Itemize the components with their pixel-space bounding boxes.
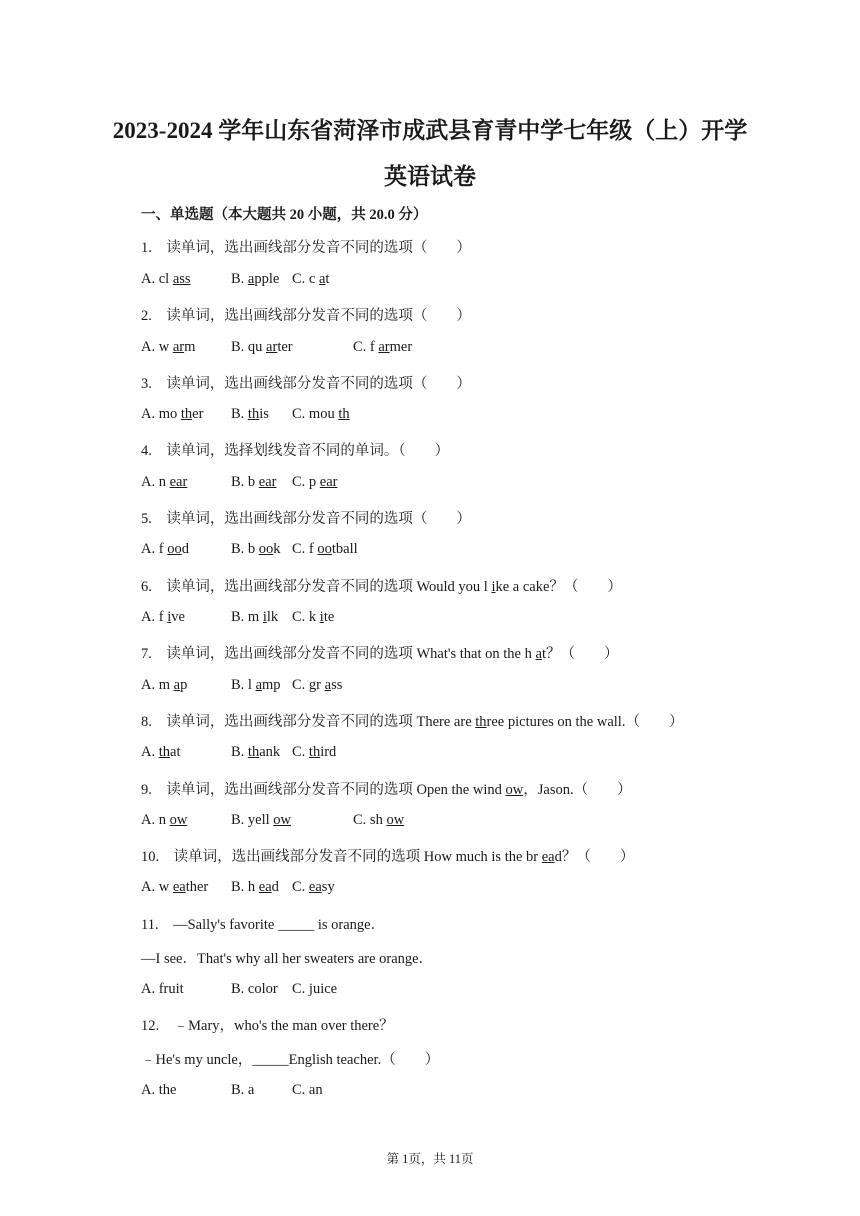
question-3-stem: 3. 读单词，选出画线部分发音不同的选项（ ） [141, 376, 471, 392]
question-11-option-c[interactable]: C. juice [292, 981, 338, 997]
question-4-option-a[interactable]: A. n ear [141, 474, 188, 490]
question-5-option-c[interactable]: C. f ootball [292, 541, 358, 557]
question-1-option-c[interactable]: C. c at [292, 271, 330, 287]
question-9-option-c[interactable]: C. sh ow [353, 812, 405, 828]
question-10-stem: 10. 读单词，选出画线部分发音不同的选项 How much is the br ead？（ ） [141, 849, 635, 865]
question-2-option-b[interactable]: B. qu arter [231, 339, 293, 355]
question-6-option-c[interactable]: C. k ite [292, 609, 335, 625]
question-2-stem: 2. 读单词，选出画线部分发音不同的选项（ ） [141, 308, 471, 324]
question-12-stem: 12. ﹣Mary，who's the man over there？ [141, 1018, 394, 1034]
question-9-option-b[interactable]: B. yell ow [231, 812, 292, 828]
question-7-stem: 7. 读单词，选出画线部分发音不同的选项 What's that on the h at？（ ） [141, 646, 619, 662]
question-7-option-a[interactable]: A. m ap [141, 677, 188, 693]
question-10-option-a[interactable]: A. w eather [141, 879, 209, 895]
question-5-option-a[interactable]: A. f ood [141, 541, 189, 557]
document-title-line1: 2023-2024 学年山东省菏泽市成武县育青中学七年级（上）开学 [112, 118, 748, 143]
question-4-stem: 4. 读单词，选择划线发音不同的单词。（ ） [141, 443, 450, 459]
document-title-line2: 英语试卷 [384, 164, 476, 189]
question-9-stem: 9. 读单词，选出画线部分发音不同的选项 Open the wind ow，Jason.（ ） [141, 782, 632, 798]
question-3-option-a[interactable]: A. mo ther [141, 406, 204, 422]
question-11-option-b[interactable]: B. color [231, 981, 278, 997]
question-1-option-a[interactable]: A. cl ass [141, 271, 191, 287]
question-12-option-c[interactable]: C. an [292, 1082, 323, 1098]
question-10-option-c[interactable]: C. easy [292, 879, 335, 895]
question-6-stem: 6. 读单词，选出画线部分发音不同的选项 Would you l ike a cake？（ ） [141, 579, 622, 595]
question-7-option-c[interactable]: C. gr ass [292, 677, 343, 693]
question-8-option-a[interactable]: A. that [141, 744, 181, 760]
question-7-option-b[interactable]: B. l amp [231, 677, 281, 693]
question-11-line2: —I see．That's why all her sweaters are orange． [141, 951, 434, 967]
section-heading: 一、单选题（本大题共 20 小题，共 20.0 分） [141, 207, 428, 223]
question-8-option-b[interactable]: B. thank [231, 744, 281, 760]
question-5-option-b[interactable]: B. b ook [231, 541, 281, 557]
question-11-option-a[interactable]: A. fruit [141, 981, 184, 997]
question-3-option-b[interactable]: B. this [231, 406, 269, 422]
question-9-option-a[interactable]: A. n ow [141, 812, 188, 828]
question-11-stem: 11. —Sally's favorite _____ is orange． [141, 917, 386, 933]
question-1-stem: 1. 读单词，选出画线部分发音不同的选项（ ） [141, 240, 471, 256]
question-10-option-b[interactable]: B. h ead [231, 879, 279, 895]
question-2-option-a[interactable]: A. w arm [141, 339, 196, 355]
question-12-option-b[interactable]: B. a [231, 1082, 255, 1098]
question-12-option-a[interactable]: A. the [141, 1082, 177, 1098]
page-footer: 第 1页，共 11页 [386, 1152, 474, 1166]
question-12-line2: ﹣He's my uncle，_____English teacher.（ ） [141, 1052, 440, 1068]
question-4-option-b[interactable]: B. b ear [231, 474, 277, 490]
question-6-option-a[interactable]: A. f ive [141, 609, 185, 625]
question-3-option-c[interactable]: C. mou th [292, 406, 350, 422]
question-6-option-b[interactable]: B. m ilk [231, 609, 279, 625]
question-8-option-c[interactable]: C. third [292, 744, 337, 760]
question-2-option-c[interactable]: C. f armer [353, 339, 413, 355]
question-4-option-c[interactable]: C. p ear [292, 474, 338, 490]
question-1-option-b[interactable]: B. apple [231, 271, 280, 287]
question-5-stem: 5. 读单词，选出画线部分发音不同的选项（ ） [141, 511, 471, 527]
question-8-stem: 8. 读单词，选出画线部分发音不同的选项 There are three pictures on the wall.（ ） [141, 714, 684, 730]
